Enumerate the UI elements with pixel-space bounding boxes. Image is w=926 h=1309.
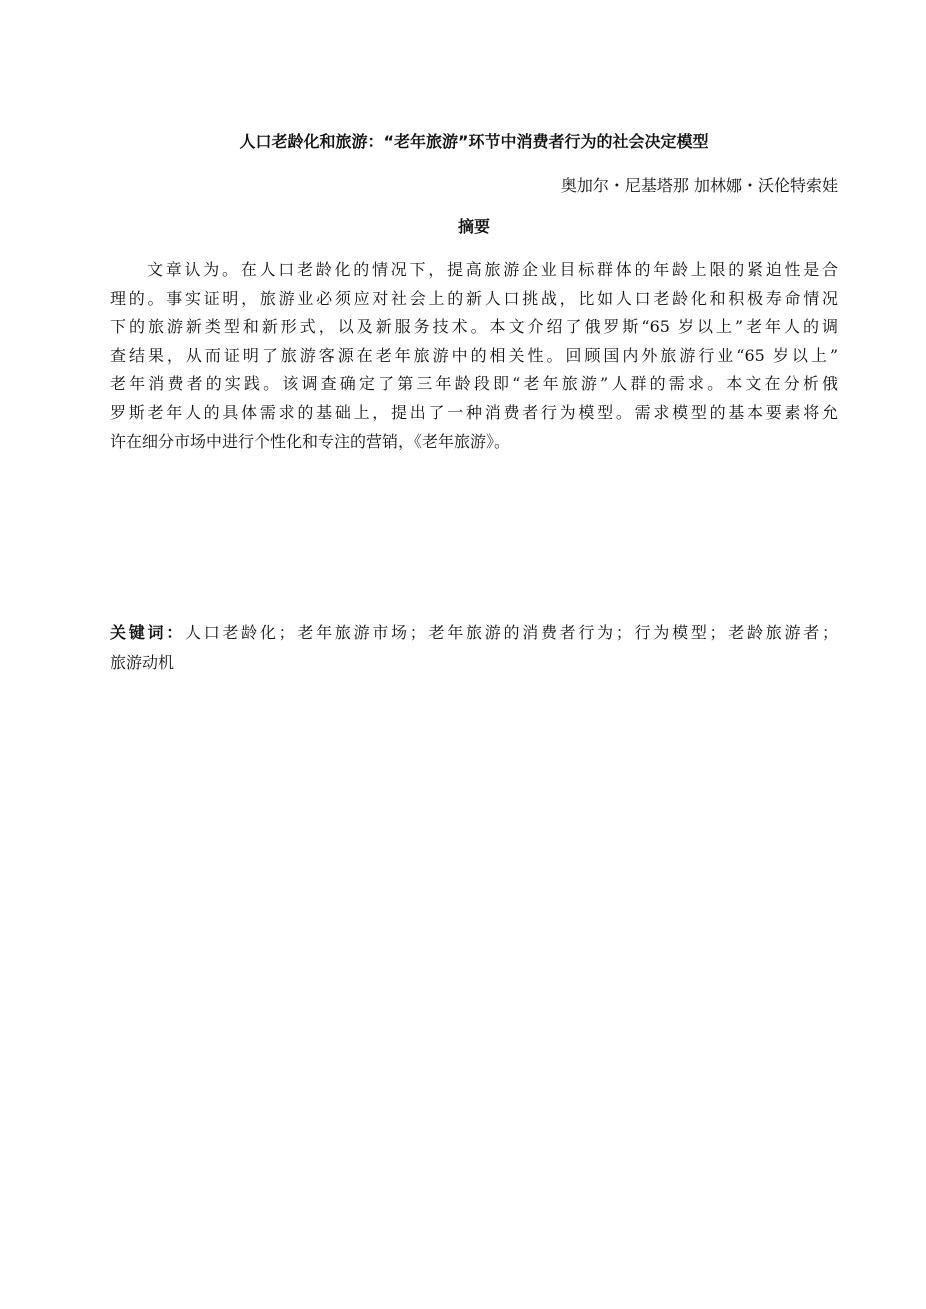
author-list: 奥加尔・尼基塔那 加林娜・沃伦特索娃: [560, 176, 838, 195]
abstract-line: 罗斯老年人的具体需求的基础上，提出了一种消费者行为模型。需求模型的基本要素将允: [110, 402, 838, 422]
keywords-line: 旅游动机: [110, 653, 175, 672]
keywords-label: 关键词：: [110, 623, 185, 642]
abstract-line: 文章认为。在人口老龄化的情况下，提高旅游企业目标群体的年龄上限的紧迫性是合: [147, 260, 838, 279]
keywords-text: 人口老龄化；老年旅游市场；老年旅游的消费者行为；行为模型；老龄旅游者；: [184, 623, 838, 642]
abstract-line: 查结果，从而证明了旅游客源在老年旅游中的相关性。回顾国内外旅游行业“65 岁以上”: [110, 345, 838, 365]
abstract-line: 许在细分市场中进行个性化和专注的营销，《老年旅游》。: [110, 431, 511, 451]
abstract-body: [110, 256, 838, 456]
keywords-section: [110, 618, 838, 678]
abstract-line: 理的。事实证明，旅游业必须应对社会上的新人口挑战，比如人口老龄化和积极寿命情况: [110, 288, 838, 308]
keywords-line: [110, 618, 838, 648]
abstract-line: 下的旅游新类型和新形式，以及新服务技术。本文介绍了俄罗斯“65 岁以上”老年人的调: [110, 317, 838, 337]
paper-title: 人口老龄化和旅游：“老年旅游”环节中消费者行为的社会决定模型: [239, 132, 709, 151]
abstract-line: 老年消费者的实践。该调查确定了第三年龄段即“老年旅游”人群的需求。本文在分析俄: [110, 374, 838, 394]
abstract-heading: 摘要: [457, 217, 490, 236]
